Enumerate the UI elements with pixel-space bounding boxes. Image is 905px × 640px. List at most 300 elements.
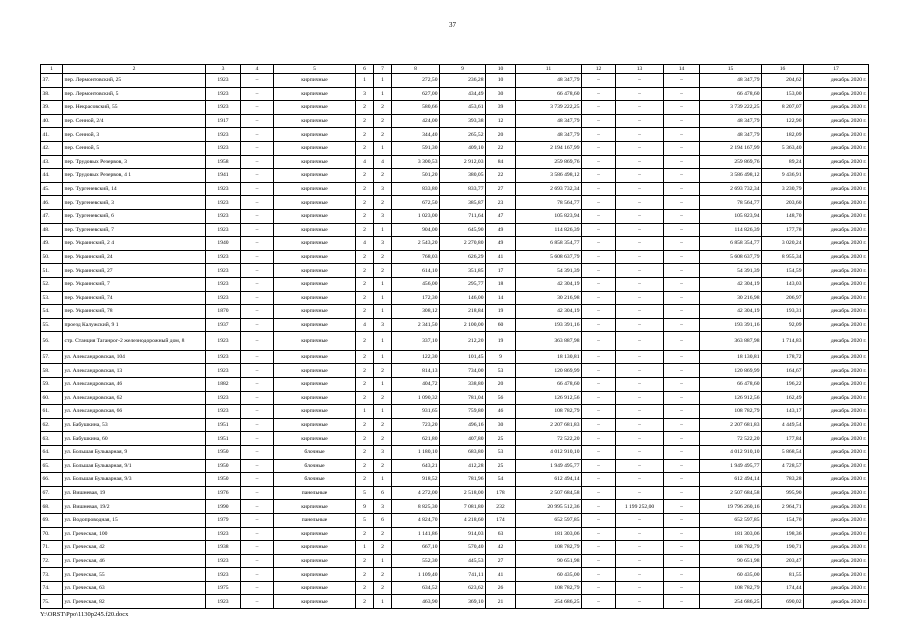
entrances-cell: 2 xyxy=(374,432,392,446)
living-area-cell: 781,04 xyxy=(440,391,486,405)
residents-cell: 14 xyxy=(486,291,516,305)
entrances-cell: 2 xyxy=(374,581,392,595)
address-cell: стр. Станция Таганрог-2 железнодорожный дом, 8 xyxy=(63,332,206,351)
other-cell: – xyxy=(664,196,700,210)
other-cell: – xyxy=(664,541,700,555)
residents-cell: 22 xyxy=(486,169,516,183)
total-area-cell: 580,66 xyxy=(392,101,440,115)
other-cell: – xyxy=(664,595,700,609)
row-number: 42. xyxy=(41,141,63,155)
residents-cell: 23 xyxy=(486,196,516,210)
owners-funds-cell: 120 869,99 xyxy=(700,364,762,378)
address-cell: пер. Лермонтовский, 5 xyxy=(63,87,206,101)
owners-funds-cell: 108 782,79 xyxy=(700,405,762,419)
entrances-cell: 1 xyxy=(374,141,392,155)
total-area-cell: 627,00 xyxy=(392,87,440,101)
fund-cell: – xyxy=(582,128,616,142)
floors-cell: 1 xyxy=(356,74,374,88)
entrances-cell: 1 xyxy=(374,554,392,568)
year-renovated-cell: – xyxy=(241,87,274,101)
deadline-cell: декабрь 2020 г. xyxy=(804,581,869,595)
living-area-cell: 453,61 xyxy=(440,101,486,115)
budget-cell: – xyxy=(616,595,664,609)
budget-cell: – xyxy=(616,114,664,128)
total-area-cell: 404,72 xyxy=(392,377,440,391)
table-row xyxy=(41,250,869,264)
deadline-cell: декабрь 2020 г. xyxy=(804,74,869,88)
living-area-cell: 2 518,00 xyxy=(440,486,486,500)
living-area-cell: 711,64 xyxy=(440,209,486,223)
fund-cell: – xyxy=(582,155,616,169)
fund-cell: – xyxy=(582,305,616,319)
other-cell: – xyxy=(664,318,700,332)
year-renovated-cell: – xyxy=(241,128,274,142)
year-renovated-cell: – xyxy=(241,155,274,169)
owners-funds-cell: 72 522,20 xyxy=(700,432,762,446)
total-cost-cell: 5 608 637,79 xyxy=(516,250,582,264)
address-cell: ул. Греческая, 46 xyxy=(63,554,206,568)
fund-cell: – xyxy=(582,364,616,378)
residents-cell: 41 xyxy=(486,568,516,582)
year-built-cell: 1923 xyxy=(206,182,241,196)
cost-per-m2-cell: 153,00 xyxy=(762,87,804,101)
residents-cell: 27 xyxy=(486,182,516,196)
residents-cell: 30 xyxy=(486,87,516,101)
fund-cell: – xyxy=(582,74,616,88)
table-row xyxy=(41,405,869,419)
cost-per-m2-cell: 154,70 xyxy=(762,513,804,527)
table-row xyxy=(41,237,869,251)
table-row xyxy=(41,264,869,278)
table-row xyxy=(41,318,869,332)
row-number: 70. xyxy=(41,527,63,541)
deadline-cell: декабрь 2020 г. xyxy=(804,459,869,473)
cost-per-m2-cell: 193,31 xyxy=(762,305,804,319)
budget-cell: – xyxy=(616,527,664,541)
floors-cell: 2 xyxy=(356,114,374,128)
floors-cell: 2 xyxy=(356,377,374,391)
column-header: 17 xyxy=(804,65,869,74)
fund-cell: – xyxy=(582,196,616,210)
floors-cell: 2 xyxy=(356,350,374,364)
year-built-cell: 1923 xyxy=(206,554,241,568)
owners-funds-cell: 612 494,14 xyxy=(700,473,762,487)
deadline-cell: декабрь 2020 г. xyxy=(804,500,869,514)
floors-cell: 4 xyxy=(356,237,374,251)
total-area-cell: 918,52 xyxy=(392,473,440,487)
floors-cell: 2 xyxy=(356,250,374,264)
entrances-cell: 1 xyxy=(374,277,392,291)
fund-cell: – xyxy=(582,541,616,555)
table-row xyxy=(41,513,869,527)
total-area-cell: 904,00 xyxy=(392,223,440,237)
year-renovated-cell: – xyxy=(241,196,274,210)
total-cost-cell: 66 478,60 xyxy=(516,377,582,391)
budget-cell: – xyxy=(616,473,664,487)
owners-funds-cell: 108 782,79 xyxy=(700,581,762,595)
year-renovated-cell: – xyxy=(241,237,274,251)
cost-per-m2-cell: 8 207,07 xyxy=(762,101,804,115)
table-row xyxy=(41,114,869,128)
year-built-cell: 1940 xyxy=(206,237,241,251)
owners-funds-cell: 2 207 681,83 xyxy=(700,418,762,432)
floors-cell: 2 xyxy=(356,568,374,582)
floors-cell: 5 xyxy=(356,486,374,500)
address-cell: пер. Украинский, 2 4 xyxy=(63,237,206,251)
total-cost-cell: 3 586 498,12 xyxy=(516,169,582,183)
budget-cell: – xyxy=(616,196,664,210)
entrances-cell: 6 xyxy=(374,513,392,527)
year-renovated-cell: – xyxy=(241,277,274,291)
entrances-cell: 3 xyxy=(374,445,392,459)
budget-cell: – xyxy=(616,209,664,223)
row-number: 54. xyxy=(41,305,63,319)
budget-cell: – xyxy=(616,318,664,332)
other-cell: – xyxy=(664,391,700,405)
year-built-cell: 1938 xyxy=(206,541,241,555)
residents-cell: 47 xyxy=(486,209,516,223)
table-row xyxy=(41,554,869,568)
row-number: 52. xyxy=(41,277,63,291)
other-cell: – xyxy=(664,155,700,169)
other-cell: – xyxy=(664,114,700,128)
residents-cell: 174 xyxy=(486,513,516,527)
total-area-cell: 308,12 xyxy=(392,305,440,319)
address-cell: пер. Украинский, 7 xyxy=(63,277,206,291)
budget-cell: – xyxy=(616,128,664,142)
other-cell: – xyxy=(664,405,700,419)
address-cell: ул. Большая Бульварная, 9 xyxy=(63,445,206,459)
living-area-cell: 914,03 xyxy=(440,527,486,541)
column-header: 10 xyxy=(486,65,516,74)
cost-per-m2-cell: 122,90 xyxy=(762,114,804,128)
address-cell: ул. Бабушкина, 60 xyxy=(63,432,206,446)
deadline-cell: декабрь 2020 г. xyxy=(804,513,869,527)
fund-cell: – xyxy=(582,391,616,405)
living-area-cell: 759,80 xyxy=(440,405,486,419)
total-cost-cell: 114 826,39 xyxy=(516,223,582,237)
table-row xyxy=(41,155,869,169)
year-renovated-cell: – xyxy=(241,527,274,541)
total-area-cell: 1 109,40 xyxy=(392,568,440,582)
total-cost-cell: 30 216,98 xyxy=(516,291,582,305)
total-area-cell: 768,03 xyxy=(392,250,440,264)
floors-cell: 2 xyxy=(356,169,374,183)
fund-cell: – xyxy=(582,486,616,500)
fund-cell: – xyxy=(582,459,616,473)
address-cell: пер. Некрасовский, 55 xyxy=(63,101,206,115)
fund-cell: – xyxy=(582,568,616,582)
floors-cell: 2 xyxy=(356,101,374,115)
residents-cell: 22 xyxy=(486,141,516,155)
budget-cell: – xyxy=(616,155,664,169)
budget-cell: – xyxy=(616,432,664,446)
living-area-cell: 683,80 xyxy=(440,445,486,459)
budget-cell: – xyxy=(616,513,664,527)
living-area-cell: 412,28 xyxy=(440,459,486,473)
year-renovated-cell: – xyxy=(241,223,274,237)
year-renovated-cell: – xyxy=(241,418,274,432)
residents-cell: 19 xyxy=(486,332,516,351)
deadline-cell: декабрь 2020 г. xyxy=(804,432,869,446)
column-header: 8 xyxy=(392,65,440,74)
fund-cell: – xyxy=(582,350,616,364)
total-area-cell: 643,21 xyxy=(392,459,440,473)
total-area-cell: 172,30 xyxy=(392,291,440,305)
owners-funds-cell: 3 739 222,25 xyxy=(700,101,762,115)
total-area-cell: 621,80 xyxy=(392,432,440,446)
owners-funds-cell: 90 651,98 xyxy=(700,554,762,568)
total-cost-cell: 48 347,79 xyxy=(516,114,582,128)
owners-funds-cell: 18 130,81 xyxy=(700,350,762,364)
residents-cell: 56 xyxy=(486,391,516,405)
owners-funds-cell: 108 782,79 xyxy=(700,541,762,555)
owners-funds-cell: 48 347,79 xyxy=(700,114,762,128)
wall-material-cell: кирпичные xyxy=(274,391,356,405)
wall-material-cell: кирпичные xyxy=(274,277,356,291)
table-row xyxy=(41,527,869,541)
owners-funds-cell: 114 826,39 xyxy=(700,223,762,237)
owners-funds-cell: 42 304,19 xyxy=(700,305,762,319)
other-cell: – xyxy=(664,209,700,223)
wall-material-cell: кирпичные xyxy=(274,377,356,391)
total-cost-cell: 126 912,56 xyxy=(516,391,582,405)
total-cost-cell: 254 686,25 xyxy=(516,595,582,609)
deadline-cell: декабрь 2020 г. xyxy=(804,101,869,115)
other-cell: – xyxy=(664,513,700,527)
wall-material-cell: кирпичные xyxy=(274,350,356,364)
table-row xyxy=(41,459,869,473)
cost-per-m2-cell: 9 436,91 xyxy=(762,169,804,183)
cost-per-m2-cell: 143,03 xyxy=(762,277,804,291)
fund-cell: – xyxy=(582,264,616,278)
entrances-cell: 2 xyxy=(374,527,392,541)
column-header: 14 xyxy=(664,65,700,74)
budget-cell: – xyxy=(616,568,664,582)
living-area-cell: 496,16 xyxy=(440,418,486,432)
cost-per-m2-cell: 783,28 xyxy=(762,473,804,487)
cost-per-m2-cell: 8 955,34 xyxy=(762,250,804,264)
address-cell: ул. Александровская, 66 xyxy=(63,405,206,419)
fund-cell: – xyxy=(582,291,616,305)
address-cell: ул. Греческая, 100 xyxy=(63,527,206,541)
entrances-cell: 2 xyxy=(374,101,392,115)
entrances-cell: 2 xyxy=(374,169,392,183)
fund-cell: – xyxy=(582,141,616,155)
living-area-cell: 212,20 xyxy=(440,332,486,351)
living-area-cell: 101,45 xyxy=(440,350,486,364)
year-built-cell: 1923 xyxy=(206,250,241,264)
row-number: 44. xyxy=(41,169,63,183)
total-cost-cell: 1 949 495,77 xyxy=(516,459,582,473)
address-cell: ул. Александровская, 46 xyxy=(63,377,206,391)
wall-material-cell: кирпичные xyxy=(274,264,356,278)
total-area-cell: 672,50 xyxy=(392,196,440,210)
table-body xyxy=(41,74,869,609)
deadline-cell: декабрь 2020 г. xyxy=(804,305,869,319)
other-cell: – xyxy=(664,445,700,459)
deadline-cell: декабрь 2020 г. xyxy=(804,209,869,223)
address-cell: пер. Украинский, 27 xyxy=(63,264,206,278)
owners-funds-cell: 105 823,94 xyxy=(700,209,762,223)
owners-funds-cell: 2 693 732,34 xyxy=(700,182,762,196)
residents-cell: 26 xyxy=(486,581,516,595)
total-cost-cell: 48 347,79 xyxy=(516,128,582,142)
entrances-cell: 2 xyxy=(374,250,392,264)
year-renovated-cell: – xyxy=(241,169,274,183)
year-built-cell: 1917 xyxy=(206,114,241,128)
living-area-cell: 351,85 xyxy=(440,264,486,278)
living-area-cell: 734,00 xyxy=(440,364,486,378)
address-cell: пер. Тургеневский, 6 xyxy=(63,209,206,223)
cost-per-m2-cell: 1 714,83 xyxy=(762,332,804,351)
floors-cell: 2 xyxy=(356,391,374,405)
owners-funds-cell: 66 478,60 xyxy=(700,87,762,101)
total-area-cell: 2 341,50 xyxy=(392,318,440,332)
floors-cell: 2 xyxy=(356,305,374,319)
residents-cell: 25 xyxy=(486,459,516,473)
table-row xyxy=(41,432,869,446)
floors-cell: 5 xyxy=(356,513,374,527)
entrances-cell: 2 xyxy=(374,128,392,142)
wall-material-cell: кирпичные xyxy=(274,114,356,128)
wall-material-cell: блочные xyxy=(274,459,356,473)
cost-per-m2-cell: 177,84 xyxy=(762,432,804,446)
living-area-cell: 445,53 xyxy=(440,554,486,568)
fund-cell: – xyxy=(582,114,616,128)
deadline-cell: декабрь 2020 г. xyxy=(804,364,869,378)
year-renovated-cell: – xyxy=(241,318,274,332)
row-number: 75. xyxy=(41,595,63,609)
fund-cell: – xyxy=(582,277,616,291)
budget-cell: – xyxy=(616,101,664,115)
fund-cell: – xyxy=(582,405,616,419)
table-row xyxy=(41,87,869,101)
owners-funds-cell: 126 912,56 xyxy=(700,391,762,405)
year-renovated-cell: – xyxy=(241,364,274,378)
deadline-cell: декабрь 2020 г. xyxy=(804,473,869,487)
year-renovated-cell: – xyxy=(241,114,274,128)
total-area-cell: 3 300,53 xyxy=(392,155,440,169)
other-cell: – xyxy=(664,237,700,251)
entrances-cell: 6 xyxy=(374,486,392,500)
budget-cell: – xyxy=(616,182,664,196)
other-cell: – xyxy=(664,581,700,595)
fund-cell: – xyxy=(582,595,616,609)
year-renovated-cell: – xyxy=(241,581,274,595)
budget-cell: – xyxy=(616,305,664,319)
living-area-cell: 265,52 xyxy=(440,128,486,142)
residents-cell: 20 xyxy=(486,377,516,391)
row-number: 74. xyxy=(41,581,63,595)
budget-cell: – xyxy=(616,418,664,432)
entrances-cell: 1 xyxy=(374,377,392,391)
living-area-cell: 407,80 xyxy=(440,432,486,446)
entrances-cell: 2 xyxy=(374,391,392,405)
table-row xyxy=(41,350,869,364)
year-renovated-cell: – xyxy=(241,182,274,196)
year-renovated-cell: – xyxy=(241,250,274,264)
budget-cell: – xyxy=(616,169,664,183)
year-renovated-cell: – xyxy=(241,350,274,364)
page-number: 37 xyxy=(449,21,456,29)
row-number: 65. xyxy=(41,459,63,473)
year-renovated-cell: – xyxy=(241,391,274,405)
residents-cell: 49 xyxy=(486,237,516,251)
total-cost-cell: 3 739 222,25 xyxy=(516,101,582,115)
cost-per-m2-cell: 3 230,79 xyxy=(762,182,804,196)
fund-cell: – xyxy=(582,581,616,595)
total-area-cell: 122,30 xyxy=(392,350,440,364)
address-cell: пер. Трудовых Резервов, 3 xyxy=(63,155,206,169)
owners-funds-cell: 3 586 498,12 xyxy=(700,169,762,183)
total-cost-cell: 612 494,14 xyxy=(516,473,582,487)
budget-cell: – xyxy=(616,237,664,251)
total-cost-cell: 54 391,39 xyxy=(516,264,582,278)
living-area-cell: 741,11 xyxy=(440,568,486,582)
year-built-cell: 1937 xyxy=(206,318,241,332)
year-renovated-cell: – xyxy=(241,101,274,115)
wall-material-cell: кирпичные xyxy=(274,305,356,319)
entrances-cell: 1 xyxy=(374,473,392,487)
fund-cell: – xyxy=(582,418,616,432)
total-cost-cell: 105 823,94 xyxy=(516,209,582,223)
year-built-cell: 1923 xyxy=(206,223,241,237)
wall-material-cell: кирпичные xyxy=(274,128,356,142)
budget-cell: – xyxy=(616,377,664,391)
row-number: 40. xyxy=(41,114,63,128)
year-renovated-cell: – xyxy=(241,305,274,319)
year-renovated-cell: – xyxy=(241,541,274,555)
table-row xyxy=(41,581,869,595)
floors-cell: 2 xyxy=(356,141,374,155)
year-built-cell: 1979 xyxy=(206,513,241,527)
living-area-cell: 833,77 xyxy=(440,182,486,196)
row-number: 48. xyxy=(41,223,63,237)
year-renovated-cell: – xyxy=(241,74,274,88)
row-number: 59. xyxy=(41,377,63,391)
table-row xyxy=(41,209,869,223)
row-number: 53. xyxy=(41,291,63,305)
total-area-cell: 591,30 xyxy=(392,141,440,155)
total-area-cell: 4 272,00 xyxy=(392,486,440,500)
total-cost-cell: 18 130,81 xyxy=(516,350,582,364)
year-renovated-cell: – xyxy=(241,445,274,459)
entrances-cell: 1 xyxy=(374,305,392,319)
living-area-cell: 385,87 xyxy=(440,196,486,210)
year-renovated-cell: – xyxy=(241,332,274,351)
total-area-cell: 337,10 xyxy=(392,332,440,351)
deadline-cell: декабрь 2020 г. xyxy=(804,377,869,391)
total-area-cell: 552,30 xyxy=(392,554,440,568)
other-cell: – xyxy=(664,364,700,378)
residents-cell: 42 xyxy=(486,541,516,555)
fund-cell: – xyxy=(582,101,616,115)
total-cost-cell: 363 887,98 xyxy=(516,332,582,351)
owners-funds-cell: 48 347,79 xyxy=(700,128,762,142)
wall-material-cell: кирпичные xyxy=(274,209,356,223)
cost-per-m2-cell: 174,44 xyxy=(762,581,804,595)
fund-cell: – xyxy=(582,209,616,223)
row-number: 55. xyxy=(41,318,63,332)
budget-cell: – xyxy=(616,291,664,305)
deadline-cell: декабрь 2020 г. xyxy=(804,128,869,142)
table-row xyxy=(41,486,869,500)
row-number: 60. xyxy=(41,391,63,405)
cost-per-m2-cell: 162,49 xyxy=(762,391,804,405)
living-area-cell: 2 100,00 xyxy=(440,318,486,332)
total-cost-cell: 120 869,99 xyxy=(516,364,582,378)
